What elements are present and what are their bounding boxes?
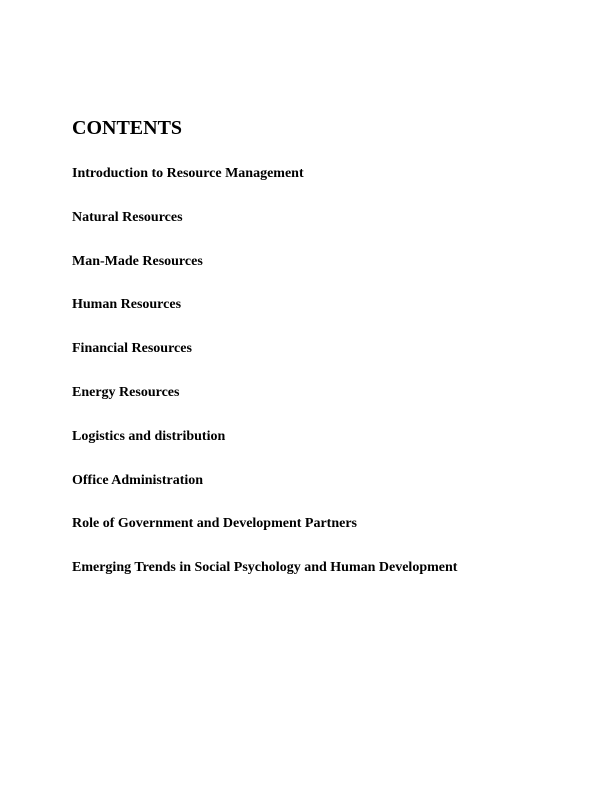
contents-entry: Introduction to Resource Management bbox=[72, 166, 304, 181]
contents-entry: Human Resources bbox=[72, 297, 182, 313]
contents-entry: Logistics and distribution bbox=[72, 428, 226, 444]
contents-entry: Office Administration bbox=[72, 472, 204, 488]
contents-entry: Energy Resources bbox=[72, 384, 180, 400]
contents-heading: CONTENTS bbox=[72, 117, 183, 139]
contents-entry: Financial Resources bbox=[72, 341, 192, 357]
contents-entry: Emerging Trends in Social Psychology and Human Development bbox=[72, 560, 458, 576]
contents-entry: Natural Resources bbox=[72, 209, 183, 225]
contents-entry: Role of Government and Development Partners bbox=[72, 516, 358, 532]
contents-entry: Man-Made Resources bbox=[72, 253, 203, 269]
contents-list bbox=[72, 164, 457, 602]
